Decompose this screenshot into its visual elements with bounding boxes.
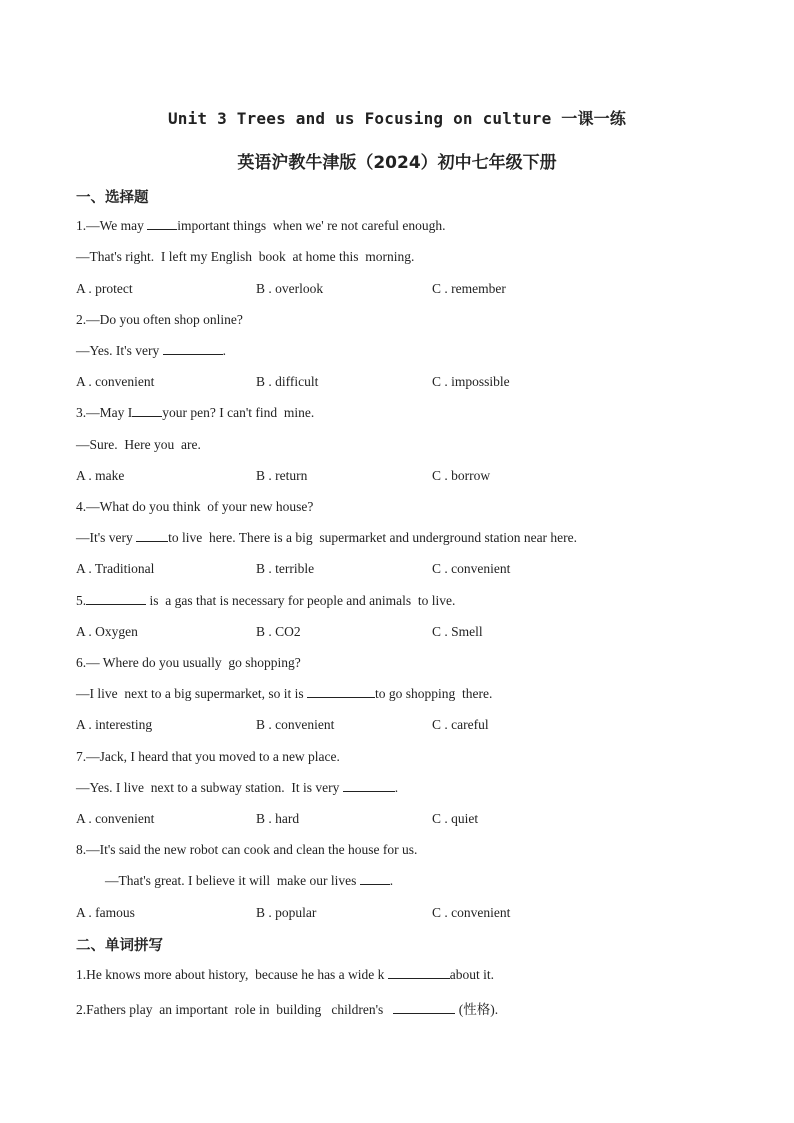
question-5-option-b: B . CO2 (256, 624, 301, 639)
question-4-line-2: —It's very to live here. There is a big supermarket and underground station near here. (76, 530, 578, 545)
question-3-option-a: A . make (76, 468, 125, 483)
question-5-line-1: 5. is a gas that is necessary for people and animals to live. (76, 593, 456, 608)
answer-blank (360, 873, 390, 885)
answer-blank (132, 405, 162, 417)
question-7-option-a: A . convenient (76, 811, 155, 826)
question-6-option-c: C . careful (432, 717, 489, 732)
spelling-item-2: 2.Fathers play an important role in building children's (性格). (76, 1002, 499, 1017)
answer-blank (388, 967, 450, 979)
section-heading-choice: 一、选择题 (76, 190, 149, 206)
question-4-option-a: A . Traditional (76, 561, 155, 576)
question-2-option-a: A . convenient (76, 374, 155, 389)
page-title: Unit 3 Trees and us Focusing on culture 一课一练 (167, 109, 627, 128)
question-1-line-2: —That's right. I left my English book at home this morning. (76, 249, 415, 264)
question-7-option-b: B . hard (256, 811, 300, 826)
question-7-line-2: —Yes. I live next to a subway station. It is very . (76, 780, 399, 795)
answer-blank (136, 530, 168, 542)
answer-blank (307, 686, 375, 698)
question-2-option-b: B . difficult (256, 374, 319, 389)
answer-blank (393, 1002, 455, 1014)
question-4-option-b: B . terrible (256, 561, 315, 576)
question-3-line-2: —Sure. Here you are. (76, 437, 201, 452)
answer-blank (147, 218, 177, 230)
answer-blank (163, 343, 223, 355)
question-7-option-c: C . quiet (432, 811, 479, 826)
question-5-option-a: A . Oxygen (76, 624, 138, 639)
page-subtitle: 英语沪教牛津版（2024）初中七年级下册 (237, 153, 557, 173)
section-heading-spelling: 二、单词拼写 (76, 938, 163, 954)
question-3-option-c: C . borrow (432, 468, 491, 483)
question-6-option-a: A . interesting (76, 717, 153, 732)
question-1-option-b: B . overlook (256, 281, 324, 296)
spelling-item-1: 1.He knows more about history, because he has a wide k about it. (76, 967, 495, 982)
question-5-option-c: C . Smell (432, 624, 483, 639)
question-1-option-c: C . remember (432, 281, 506, 296)
question-2-option-c: C . impossible (432, 374, 510, 389)
question-2-line-1: 2.—Do you often shop online? (76, 312, 243, 327)
question-1-line-1: 1.—We may important things when we' re not careful enough. (76, 218, 446, 233)
question-6-line-1: 6.— Where do you usually go shopping? (76, 655, 301, 670)
question-8-option-b: B . popular (256, 905, 317, 920)
answer-blank (343, 780, 395, 792)
question-3-line-1: 3.—May I your pen? I can't find mine. (76, 405, 315, 420)
question-8-option-c: C . convenient (432, 905, 511, 920)
question-8-line-1: 8.—It's said the new robot can cook and clean the house for us. (76, 842, 418, 857)
question-3-option-b: B . return (256, 468, 308, 483)
question-6-option-b: B . convenient (256, 717, 335, 732)
question-4-line-1: 4.—What do you think of your new house? (76, 499, 314, 514)
question-1-option-a: A . protect (76, 281, 133, 296)
question-8-line-2: —That's great. I believe it will make our lives . (105, 873, 394, 888)
question-2-line-2: —Yes. It's very . (76, 343, 226, 358)
question-7-line-1: 7.—Jack, I heard that you moved to a new place. (76, 749, 340, 764)
question-8-option-a: A . famous (76, 905, 135, 920)
question-4-option-c: C . convenient (432, 561, 511, 576)
answer-blank (86, 593, 146, 605)
question-6-line-2: —I live next to a big supermarket, so it is to go shopping there. (76, 686, 493, 701)
